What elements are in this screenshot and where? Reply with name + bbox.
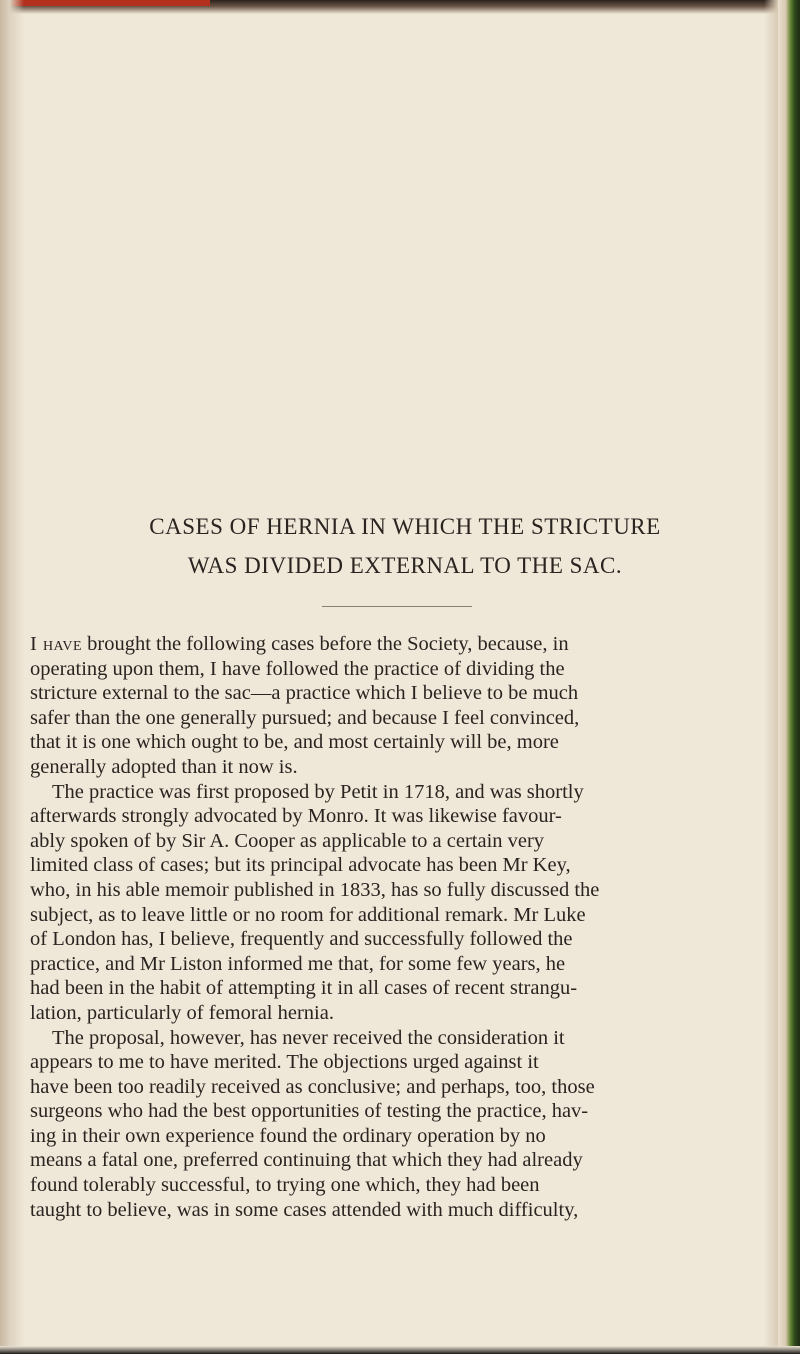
- text-line: limited class of cases; but its principal advocate has been Mr Key,: [30, 854, 571, 877]
- text-line: had been in the habit of attempting it in all cases of recent strangu-: [30, 977, 578, 1000]
- text-line: [30, 632, 770, 657]
- text-line: that it is one which ought to be, and most certainly will be, more: [30, 731, 559, 754]
- text-line: ably spoken of by Sir A. Cooper as applicable to a certain very: [30, 829, 545, 852]
- text-line: lation, particularly of femoral hernia.: [30, 1001, 334, 1024]
- text-line-part: brought the following cases before the Society, because, in: [87, 633, 569, 655]
- paragraph-2: [30, 780, 770, 1026]
- text-line: who, in his able memoir published in 1833, has so fully discussed the: [30, 878, 600, 901]
- text-line: stricture external to the sac—a practice which I believe to be much: [30, 682, 579, 705]
- text-line: subject, as to leave little or no room for additional remark. Mr Luke: [30, 903, 586, 926]
- book-binding: [778, 0, 800, 1354]
- text-line: The practice was first proposed by Petit in 1718, and was shortly: [52, 780, 584, 803]
- text-line: afterwards strongly advocated by Monro. It was likewise favour-: [30, 805, 562, 828]
- text-line: safer than the one generally pursued; and because I feel convinced,: [30, 706, 580, 729]
- text-line: generally adopted than it now is.: [30, 755, 298, 778]
- text-line: found tolerably successful, to trying one which, they had been: [30, 1174, 540, 1197]
- body-text: [30, 632, 770, 1222]
- title-line-1: CASES OF HERNIA IN WHICH THE STRICTURE: [149, 514, 661, 539]
- paragraph-3: [30, 1026, 770, 1223]
- text-line: of London has, I believe, frequently and successfully followed the: [30, 928, 573, 951]
- text-line: practice, and Mr Liston informed me that, for some few years, he: [30, 952, 566, 975]
- title-rule: [322, 606, 472, 607]
- page-bottom-edge: [0, 1346, 800, 1354]
- text-line: The proposal, however, has never received the consideration it: [52, 1026, 565, 1049]
- page-top-edge: [0, 0, 800, 14]
- text-line: ing in their own experience found the ordinary operation by no: [30, 1124, 546, 1147]
- text-line: surgeons who had the best opportunities of testing the practice, hav-: [30, 1100, 589, 1123]
- red-band: [0, 0, 210, 6]
- text-line: appears to me to have merited. The objections urged against it: [30, 1051, 539, 1074]
- text-line: taught to believe, was in some cases attended with much difficulty,: [30, 1198, 579, 1221]
- text-line: have been too readily received as conclusive; and perhaps, too, those: [30, 1075, 595, 1098]
- title-line-2: WAS DIVIDED EXTERNAL TO THE SAC.: [187, 553, 623, 578]
- lead-words: I have: [30, 633, 83, 655]
- paragraph-1: [30, 632, 770, 780]
- left-page-shadow: [0, 0, 24, 1354]
- text-line: means a fatal one, preferred continuing that which they had already: [30, 1149, 583, 1172]
- text-line: operating upon them, I have followed the practice of dividing the: [30, 657, 565, 680]
